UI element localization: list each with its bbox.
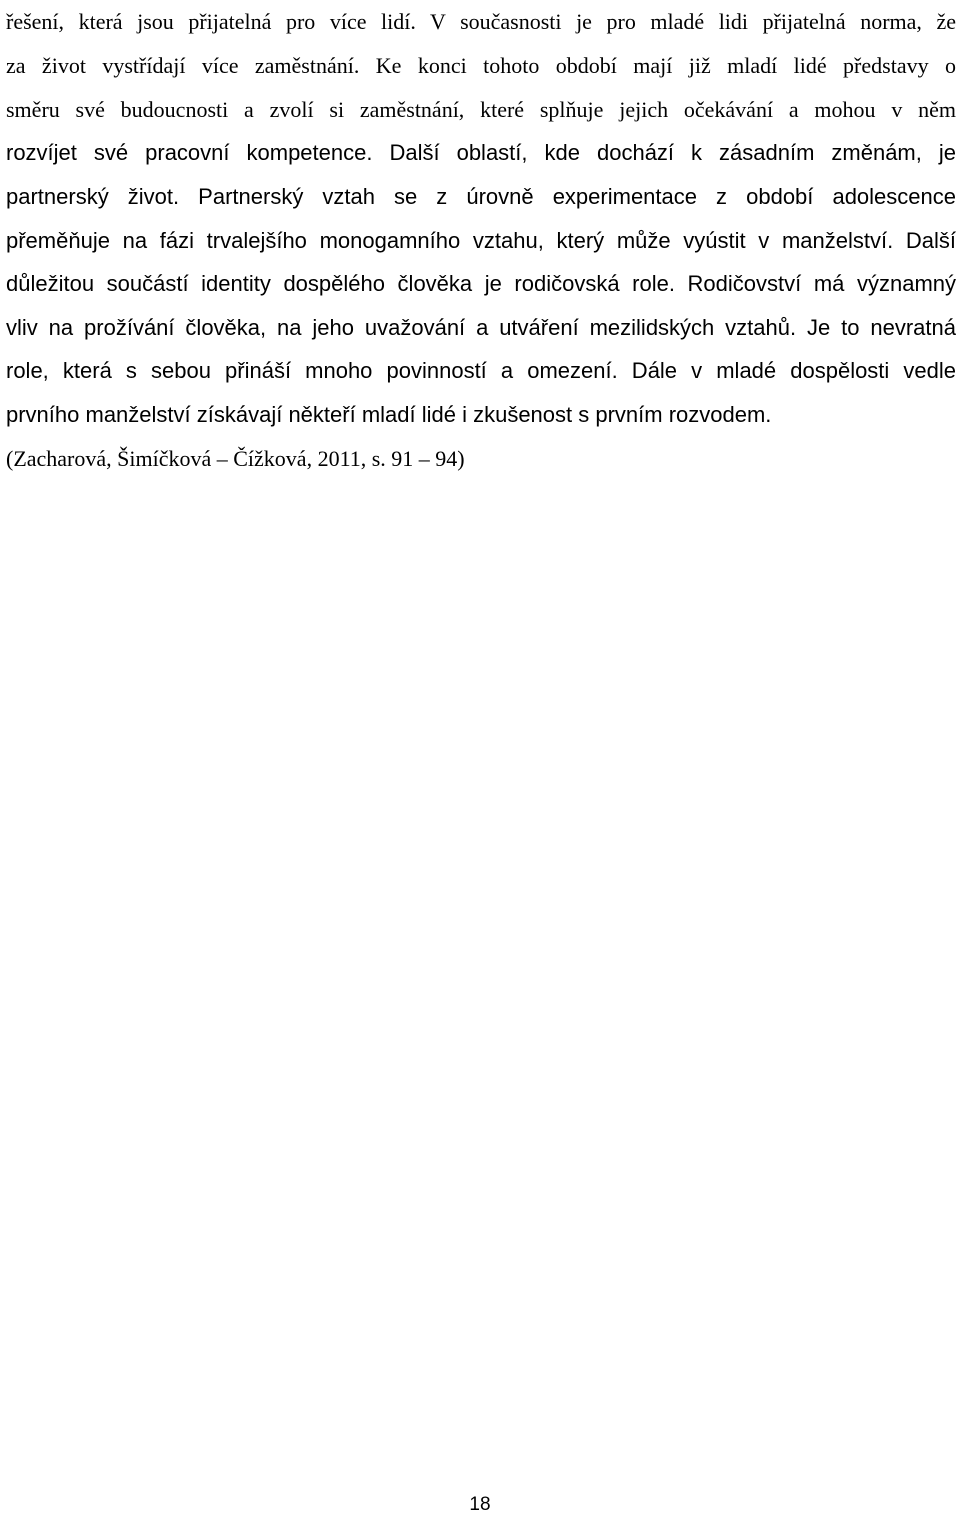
citation-line: (Zacharová, Šimíčková – Čížková, 2011, s. 91 – 94) (6, 446, 465, 471)
paragraph-line: rozvíjet své pracovní kompetence. Další oblastí, kde dochází k zásadním změnám, je (6, 140, 956, 165)
paragraph-line: směru své budoucnosti a zvolí si zaměstnání, které splňuje jejich očekávání a mohou v něm (6, 97, 956, 122)
paragraph-line: za život vystřídají více zaměstnání. Ke konci tohoto období mají již mladí lidé představy o (6, 53, 956, 78)
paragraph-line: důležitou součástí identity dospělého člověka je rodičovská role. Rodičovství má významný (6, 271, 956, 296)
paragraph-line: partnerský život. Partnerský vztah se z úrovně experimentace z období adolescence (6, 184, 956, 209)
paragraph-line: role, která s sebou přináší mnoho povinností a omezení. Dále v mladé dospělosti vedle (6, 358, 956, 383)
paragraph-line: prvního manželství získávají někteří mladí lidé i zkušenost s prvním rozvodem. (6, 402, 772, 427)
page-number: 18 (469, 1494, 491, 1515)
paragraph-line: řešení, která jsou přijatelná pro více lidí. V současnosti je pro mladé lidi přijatelná norma, že (6, 9, 956, 34)
paragraph-line: vliv na prožívání člověka, na jeho uvažování a utváření mezilidských vztahů. Je to nevratná (6, 315, 956, 340)
paragraph-line: přeměňuje na fázi trvalejšího monogamního vztahu, který může vyústit v manželství. Další (6, 228, 956, 253)
